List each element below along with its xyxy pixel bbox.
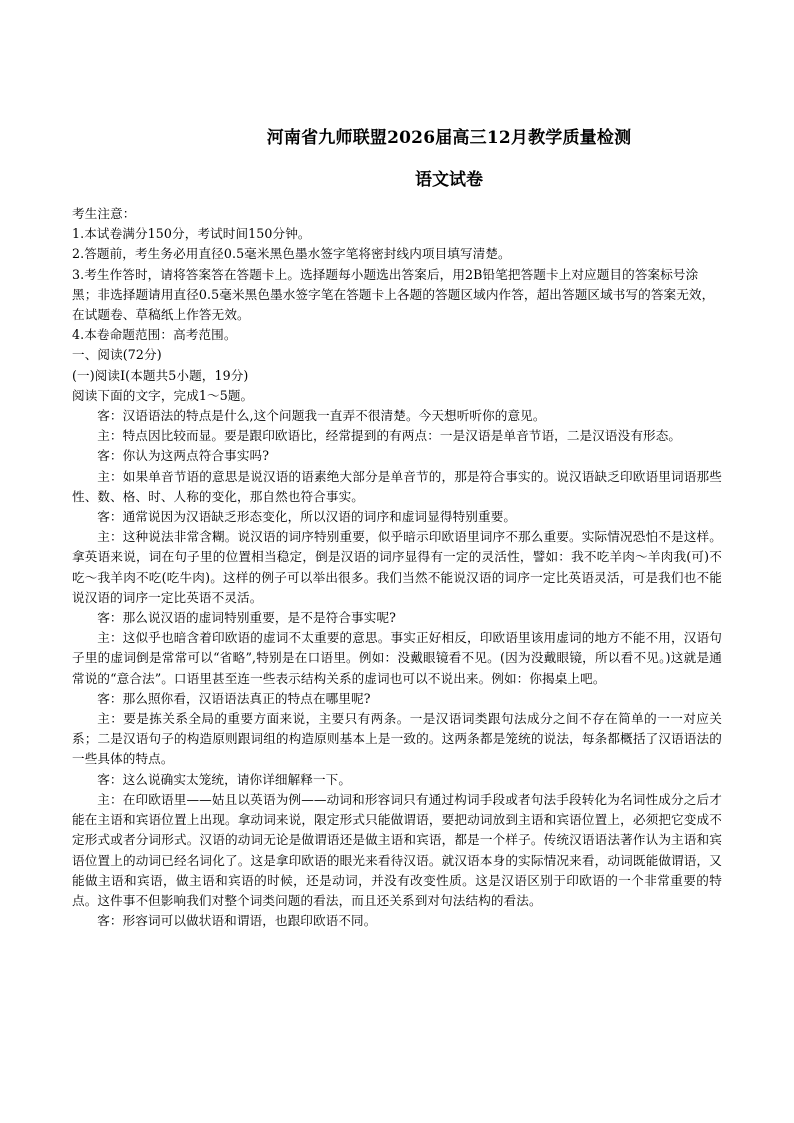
notice-block [72, 204, 722, 345]
passage-paragraph: 主：要是拣关系全局的重要方面来说，主要只有两条。一是汉语词类跟句法成分之间不存在简单的一一对应关系；二是汉语句子的构造原则跟词组的构造原则基本上是一致的。这两条都是笼统的说法，每条都概括了汉语语法的一些具体的特点。 [72, 711, 722, 767]
section-heading: 一、阅读(72分) [72, 347, 162, 363]
passage-paragraph: 主：这似乎也暗含着印欧语的虚词不太重要的意思。事实正好相反，印欧语里该用虚词的地方不能不用，汉语句子里的虚词倒是常常可以“省略”,特别是在口语里。例如：没戴眼镜看不见。(因为没戴眼镜，所以看不见。)这就是通常说的“意合法”。口语里甚至连一些表示结构关系的虚词也可以不说出来。例如：你揭桌上吧。 [72, 630, 722, 686]
exam-title: 河南省九师联盟2026届高三12月教学质量检测 [266, 128, 632, 148]
passage-paragraph: 客：通常说因为汉语缺乏形态变化，所以汉语的词序和虚词显得特别重要。 [97, 509, 517, 525]
passage-paragraph: 主：这种说法非常含糊。说汉语的词序特别重要，似乎暗示印欧语里词序不那么重要。实际情况恐怕不是这样。拿英语来说，词在句子里的位置相当稳定，倒是汉语的词序显得有一定的灵活性，譬如：我不吃羊肉～羊肉我(可)不吃～我羊肉不吃(吃牛肉)。这样的例子可以举出很多。我们当然不能说汉语的词序一定比英语灵活，可是我们也不能说汉语的词序一定比英语不灵活。 [72, 529, 722, 605]
notice-item-1: 1.本试卷满分150分，考试时间150分钟。 [72, 226, 311, 242]
section-subheading: (一)阅读Ⅰ(本题共5小题，19分) [72, 367, 249, 383]
section-block [72, 345, 722, 406]
passage-paragraph: 客：形容词可以做状语和谓语，也跟印欧语不同。 [97, 913, 377, 929]
notice-item-2: 2.答题前，考生务必用直径0.5毫米黑色墨水签字笔将密封线内项目填写清楚。 [72, 246, 511, 262]
passage-paragraph: 主：如果单音节语的意思是说汉语的语素绝大部分是单音节的，那是符合事实的。说汉语缺乏印欧语里词语那些性、数、格、时、人称的变化，那自然也符合事实。 [72, 468, 722, 504]
passage-paragraph: 主：特点因比较而显。要是跟印欧语比，经常提到的有两点：一是汉语是单音节语，二是汉语没有形态。 [97, 428, 682, 444]
notice-heading: 考生注意： [72, 206, 136, 221]
passage-paragraph: 客：那么说汉语的虚词特别重要，是不是符合事实呢? [97, 610, 396, 626]
passage-paragraph: 主：在印欧语里——姑且以英语为例——动词和形容词只有通过构词手段或者句法手段转化为名词性成分之后才能在主语和宾语位置上出现。拿动词来说，限定形式只能做谓语，要把动词放到主语和宾语位置上，必须把它变成不定形式或者分词形式。汉语的动词无论是做谓语还是做主语和宾语，都是一个样子。传统汉语语法著作认为主语和宾语位置上的动词已经名词化了。这是拿印欧语的眼光来看待汉语。就汉语本身的实际情况来看，动词既能做谓语，又能做主语和宾语，做主语和宾语的时候，还是动词，并没有改变性质。这是汉语区别于印欧语的一个非常重要的特点。这件事不但影响我们对整个词类问题的看法，而且还关系到对句法结构的看法。 [72, 791, 722, 908]
reading-passage [72, 406, 722, 931]
passage-paragraph: 客：那么照你看，汉语语法真正的特点在哪里呢? [97, 690, 371, 706]
passage-paragraph: 客：汉语语法的特点是什么,这个问题我一直弄不很清楚。今天想听听你的意见。 [97, 408, 546, 424]
notice-item-4: 4.本卷命题范围：高考范围。 [72, 327, 237, 343]
section-instruction: 阅读下面的文字，完成1～5题。 [72, 387, 254, 403]
passage-paragraph: 客：你认为这两点符合事实吗? [97, 448, 270, 464]
exam-subtitle: 语文试卷 [415, 170, 483, 190]
exam-page [72, 126, 722, 931]
notice-item-3: 3.考生作答时，请将答案答在答题卡上。选择题每小题选出答案后，用2B铅笔把答题卡上对应题目的答案标号涂黑；非选择题请用直径0.5毫米黑色墨水签字笔在答题卡上各题的答题区域内作答，超出答题区域书写的答案无效，在试题卷、草稿纸上作答无效。 [72, 266, 715, 323]
passage-paragraph: 客：这么说确实太笼统，请你详细解释一下。 [97, 771, 352, 787]
